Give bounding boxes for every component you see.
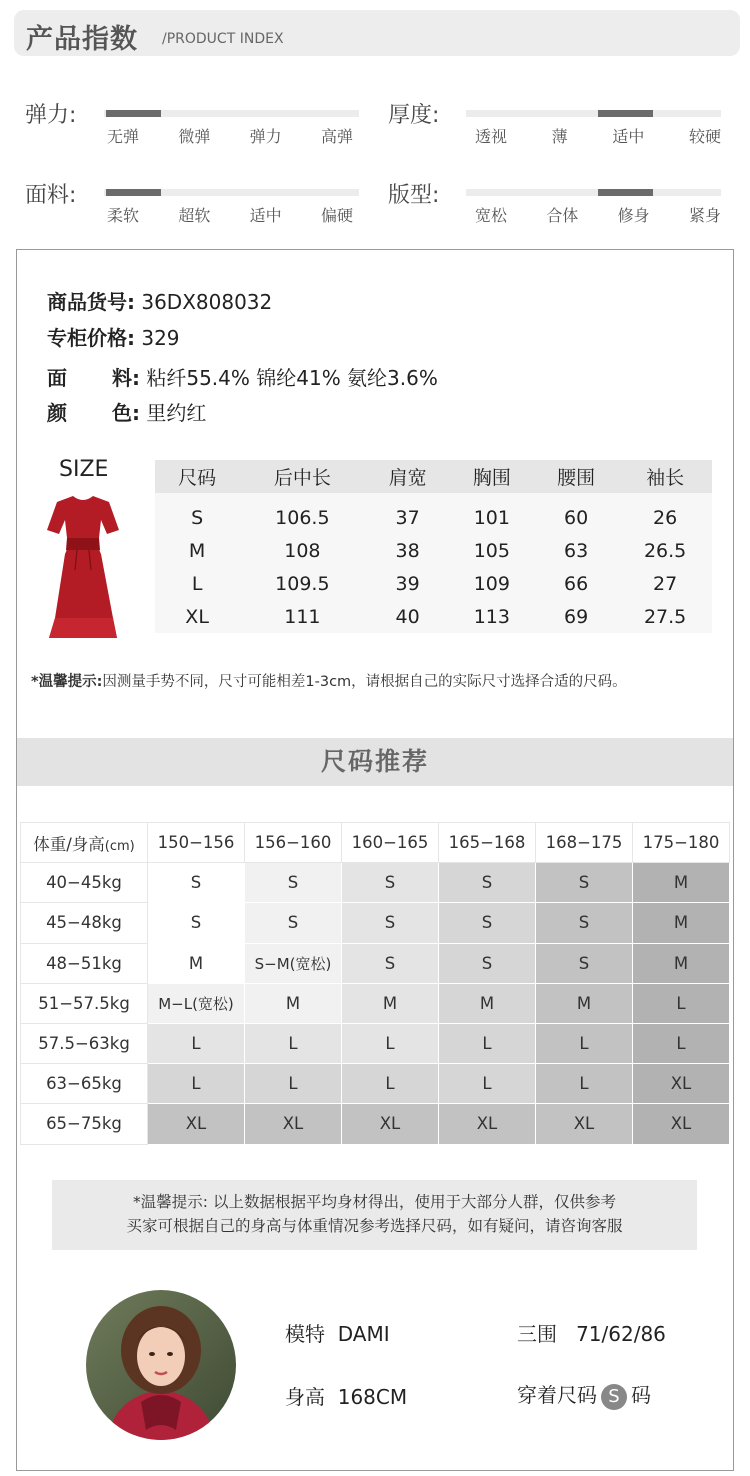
detail-frame	[16, 249, 734, 1471]
dress-icon	[47, 490, 119, 640]
recommend-cell: M	[439, 983, 536, 1023]
thickness-options	[469, 124, 727, 147]
wear-size-label: 穿着尺码	[517, 1383, 597, 1407]
fabric-marker	[106, 189, 161, 196]
fit-scale	[466, 189, 721, 196]
color-value: 里约红	[146, 401, 207, 425]
elasticity-options	[101, 124, 359, 147]
recommend-cell: S	[245, 903, 342, 943]
size-row	[155, 534, 712, 567]
product-index-header	[14, 10, 740, 56]
size-cell: 40	[366, 600, 450, 633]
recommend-row	[21, 903, 730, 943]
size-chart-header	[155, 460, 712, 493]
fit-label: 版型:	[388, 183, 440, 208]
size-cell: 26.5	[618, 534, 712, 567]
recommend-cell: L	[536, 1023, 633, 1063]
size-cell: 108	[239, 534, 365, 567]
elasticity-option: 微弹	[178, 127, 211, 146]
height-col-header: 165−168	[439, 823, 536, 863]
model-height-value: 168CM	[337, 1385, 408, 1409]
recommend-cell: S	[245, 863, 342, 903]
recommend-row	[21, 983, 730, 1023]
recommend-tip-line-1: *温馨提示: 以上数据根据平均身材得出，使用于大部分人群，仅供参考	[133, 1193, 616, 1211]
size-row	[155, 493, 712, 534]
size-cell: 106.5	[239, 493, 365, 534]
model-avatar	[86, 1290, 236, 1440]
model-height-label: 身高	[285, 1385, 325, 1409]
size-cell: 66	[534, 567, 618, 600]
sku-value: 36DX808032	[141, 290, 273, 314]
recommend-cell: XL	[633, 1104, 730, 1144]
elasticity-option: 无弹	[107, 127, 140, 146]
recommend-cell: M	[342, 983, 439, 1023]
size-cell: 27	[618, 567, 712, 600]
thickness-label: 厚度:	[388, 103, 440, 128]
size-row	[155, 567, 712, 600]
recommend-cell: L	[342, 1064, 439, 1104]
recommend-cell: S	[342, 903, 439, 943]
fabric-options	[101, 203, 359, 226]
material-label-2: 料:	[112, 366, 140, 390]
thickness-option: 透视	[475, 127, 508, 146]
header-title: 产品指数	[26, 24, 138, 55]
weight-row-header: 51−57.5kg	[21, 983, 148, 1023]
size-cell: 113	[450, 600, 534, 633]
model-wear-size	[517, 1379, 651, 1410]
recommend-row	[21, 1064, 730, 1104]
model-name-value: DAMI	[337, 1322, 390, 1346]
weight-row-header: 57.5−63kg	[21, 1023, 148, 1063]
fit-option: 修身	[617, 206, 650, 225]
recommend-cell: L	[633, 1023, 730, 1063]
weight-row-header: 45−48kg	[21, 903, 148, 943]
model-measure-label: 三围	[517, 1322, 557, 1346]
size-cell: 105	[450, 534, 534, 567]
recommend-row	[21, 943, 730, 983]
recommend-cell: XL	[245, 1104, 342, 1144]
measurement-tip	[31, 670, 627, 691]
color-label-2: 色:	[112, 401, 140, 425]
fit-marker	[598, 189, 653, 196]
thickness-option: 较硬	[688, 127, 721, 146]
recommend-cell: L	[342, 1023, 439, 1063]
recommend-row	[21, 863, 730, 903]
recommend-cell: XL	[439, 1104, 536, 1144]
size-cell: 26	[618, 493, 712, 534]
recommend-cell: M	[536, 983, 633, 1023]
size-cell: 101	[450, 493, 534, 534]
recommend-cell: XL	[633, 1064, 730, 1104]
recommend-cell: S	[439, 863, 536, 903]
fit-option: 紧身	[688, 206, 721, 225]
recommend-cell: S	[148, 863, 245, 903]
size-recommend-table	[20, 822, 730, 1145]
price-label: 专柜价格:	[47, 326, 135, 350]
model-height	[285, 1381, 407, 1410]
thickness-scale	[466, 110, 721, 117]
elasticity-option: 高弹	[320, 127, 353, 146]
size-heading: SIZE	[59, 457, 109, 482]
fabric-option: 偏硬	[320, 206, 353, 225]
color-row	[47, 397, 206, 426]
fabric-option: 适中	[249, 206, 282, 225]
recommend-cell: S	[536, 943, 633, 983]
price-value: 329	[141, 326, 180, 350]
recommend-cell: XL	[148, 1104, 245, 1144]
model-measurements	[517, 1318, 666, 1347]
size-col-header: 肩宽	[366, 460, 450, 493]
size-col-header: 腰围	[534, 460, 618, 493]
recommend-cell: L	[439, 1064, 536, 1104]
size-cell: 69	[534, 600, 618, 633]
measurement-tip-prefix: *温馨提示:	[31, 674, 103, 690]
elasticity-marker	[106, 110, 161, 117]
size-cell: 109	[450, 567, 534, 600]
recommend-tip-line-2: 买家可根据自己的身高与体重情况参考选择尺码，如有疑问，请咨询客服	[126, 1217, 623, 1235]
size-cell: L	[155, 567, 239, 600]
height-col-header: 160−165	[342, 823, 439, 863]
elasticity-scale	[104, 110, 359, 117]
size-cell: 109.5	[239, 567, 365, 600]
thickness-option: 适中	[612, 127, 645, 146]
material-row	[47, 362, 438, 391]
size-recommend-title: 尺码推荐	[17, 738, 733, 786]
recommend-cell: L	[245, 1023, 342, 1063]
size-cell: XL	[155, 600, 239, 633]
sku-row	[47, 286, 272, 315]
recommend-cell: L	[245, 1064, 342, 1104]
height-col-header: 175−180	[633, 823, 730, 863]
recommend-cell: XL	[342, 1104, 439, 1144]
size-col-header: 尺码	[155, 460, 239, 493]
measurement-tip-text: 因测量手势不同，尺寸可能相差1-3cm，请根据自己的实际尺寸选择合适的尺码。	[102, 674, 627, 690]
header-subtitle: /PRODUCT INDEX	[162, 31, 284, 47]
size-cell: 27.5	[618, 600, 712, 633]
size-cell: 38	[366, 534, 450, 567]
recommend-cell: M	[245, 983, 342, 1023]
recommend-cell: S	[536, 903, 633, 943]
recommend-cell: S	[148, 903, 245, 943]
height-col-header: 150−156	[148, 823, 245, 863]
size-col-header: 胸围	[450, 460, 534, 493]
recommend-cell: S	[536, 863, 633, 903]
thickness-option: 薄	[551, 127, 568, 146]
recommend-cell: S	[342, 863, 439, 903]
recommend-row	[21, 1023, 730, 1063]
recommend-cell: XL	[536, 1104, 633, 1144]
recommend-cell: M	[148, 943, 245, 983]
recommend-cell: S−M(宽松)	[245, 943, 342, 983]
recommend-cell: M	[633, 863, 730, 903]
fabric-scale	[104, 189, 359, 196]
recommend-cell: L	[536, 1064, 633, 1104]
fabric-label: 面料:	[25, 183, 77, 208]
recommend-cell: M	[633, 903, 730, 943]
elasticity-label: 弹力:	[25, 103, 77, 128]
size-col-header: 袖长	[618, 460, 712, 493]
model-name	[285, 1318, 390, 1347]
recommend-cell: M	[633, 943, 730, 983]
size-chart-table	[155, 460, 712, 633]
height-col-header: 156−160	[245, 823, 342, 863]
size-cell: 111	[239, 600, 365, 633]
recommend-cell: S	[439, 943, 536, 983]
height-col-header: 168−175	[536, 823, 633, 863]
recommend-cell: S	[342, 943, 439, 983]
model-measure-value: 71/62/86	[576, 1322, 666, 1346]
material-label-1: 面	[47, 366, 67, 390]
recommend-cell: M−L(宽松)	[148, 983, 245, 1023]
size-cell: 37	[366, 493, 450, 534]
color-label-1: 颜	[47, 401, 67, 425]
elasticity-option: 弹力	[249, 127, 282, 146]
price-row	[47, 322, 180, 351]
fabric-option: 柔软	[107, 206, 140, 225]
size-cell: 39	[366, 567, 450, 600]
recommend-cell: S	[439, 903, 536, 943]
size-row	[155, 600, 712, 633]
model-name-label: 模特	[285, 1322, 325, 1346]
recommend-row	[21, 1104, 730, 1144]
recommend-corner-cell	[21, 823, 148, 863]
corner-label: 体重/身高	[33, 834, 105, 854]
size-cell: 63	[534, 534, 618, 567]
fabric-option: 超软	[178, 206, 211, 225]
recommend-cell: L	[633, 983, 730, 1023]
size-cell: S	[155, 493, 239, 534]
fit-option: 合体	[546, 206, 579, 225]
wear-size-badge: S	[601, 1384, 627, 1410]
fit-options	[469, 203, 727, 226]
size-cell: 60	[534, 493, 618, 534]
wear-size-suffix: 码	[631, 1383, 651, 1407]
weight-row-header: 40−45kg	[21, 863, 148, 903]
thickness-marker	[598, 110, 653, 117]
recommend-tip-box	[52, 1180, 697, 1250]
recommend-cell: L	[148, 1023, 245, 1063]
weight-row-header: 65−75kg	[21, 1104, 148, 1144]
sku-label: 商品货号:	[47, 290, 135, 314]
corner-unit: (cm)	[104, 838, 135, 854]
size-col-header: 后中长	[239, 460, 365, 493]
recommend-cell: L	[439, 1023, 536, 1063]
recommend-header-row	[21, 823, 730, 863]
fit-option: 宽松	[475, 206, 508, 225]
material-value: 粘纤55.4% 锦纶41% 氨纶3.6%	[146, 366, 438, 390]
recommend-cell: L	[148, 1064, 245, 1104]
weight-row-header: 48−51kg	[21, 943, 148, 983]
size-cell: M	[155, 534, 239, 567]
weight-row-header: 63−65kg	[21, 1064, 148, 1104]
